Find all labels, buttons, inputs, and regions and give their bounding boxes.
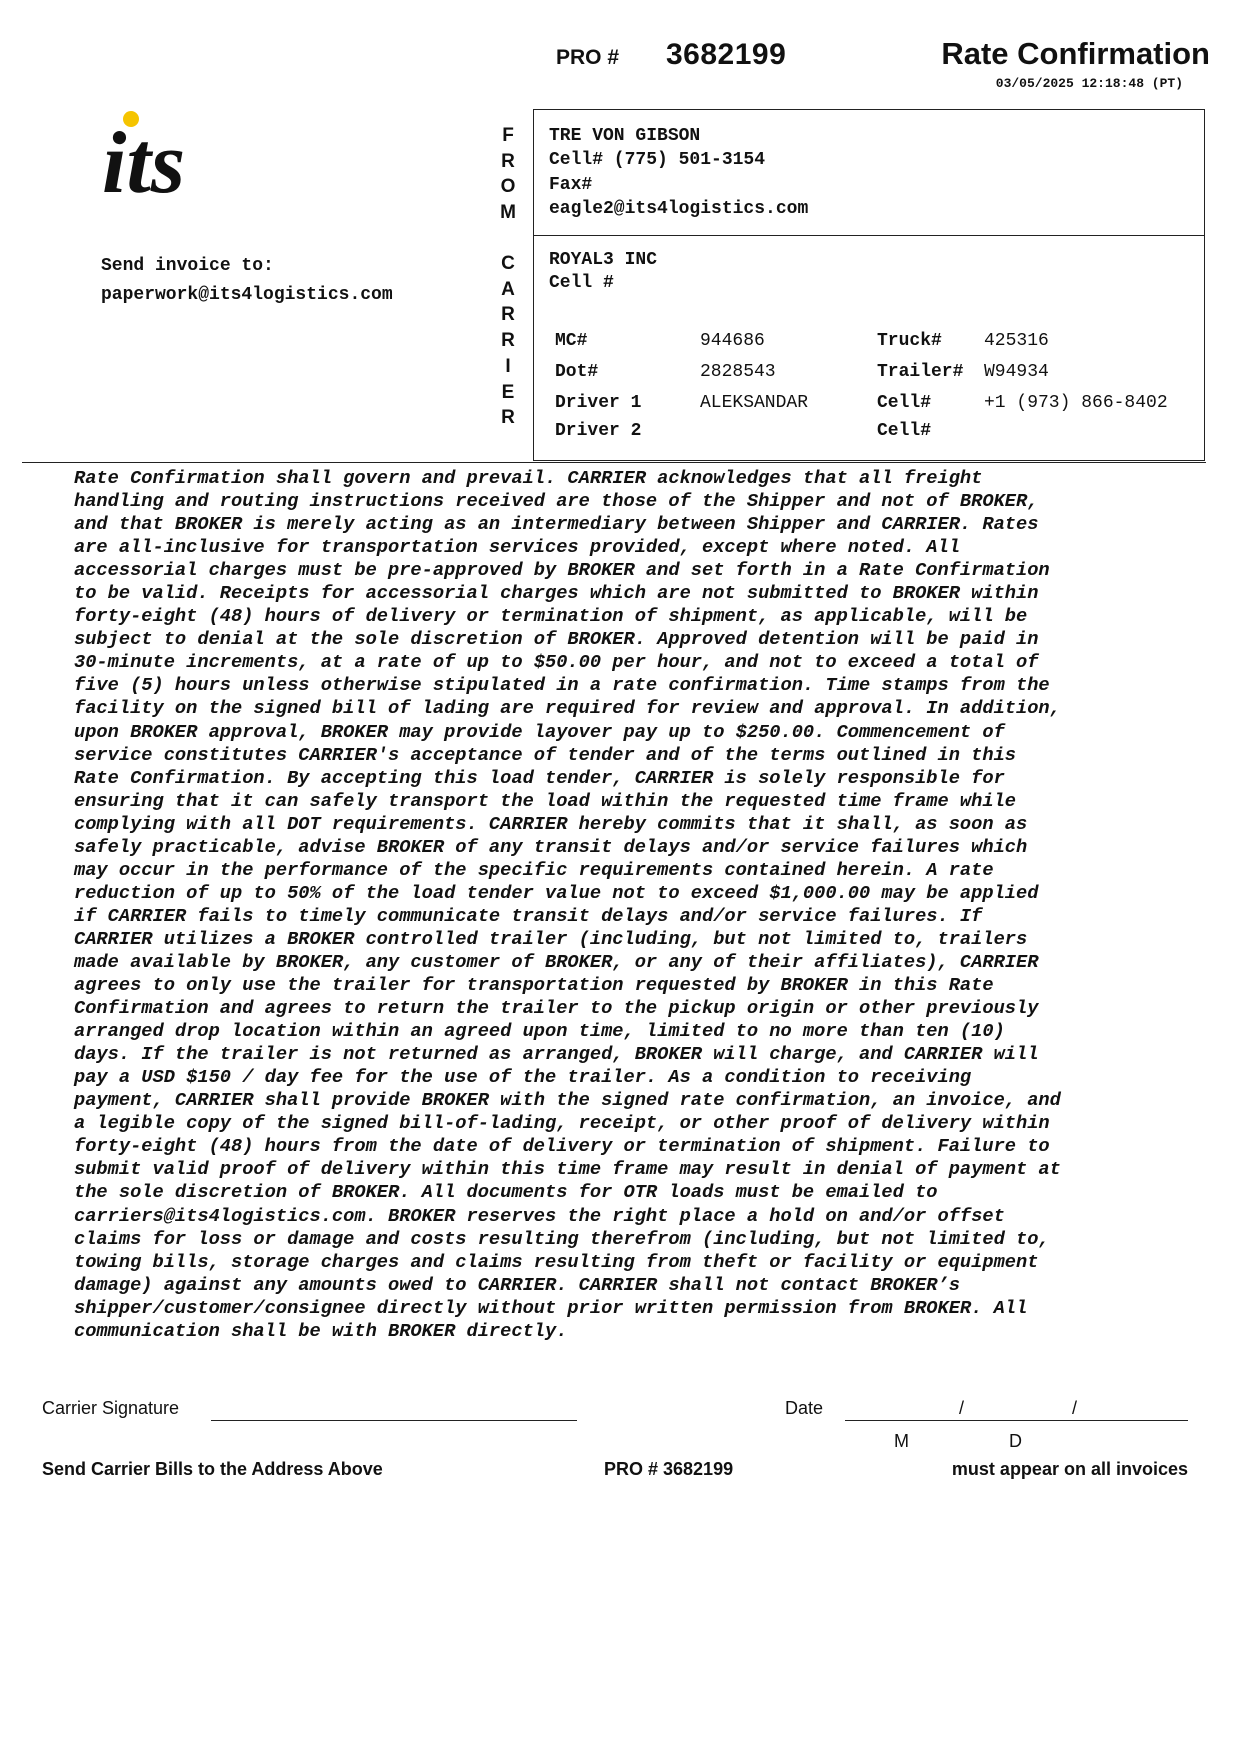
driver1-cell-label: Cell# [877,393,932,413]
header-rule [22,462,1206,463]
pro-label: PRO # [556,46,620,69]
trailer-label: Trailer# [877,362,964,382]
date-slash: / [959,1398,965,1418]
footer-pro-number: PRO # 3682199 [604,1459,734,1479]
carrier-letter: A [501,278,515,300]
from-side-label [493,123,523,226]
its-logo [100,108,235,204]
carrier-details [549,249,657,295]
from-fax: Fax# [549,174,593,195]
box-divider [533,235,1205,236]
from-letter: O [500,176,516,198]
footer-invoice-note: must appear on all invoices [951,1459,1188,1479]
driver2-cell-label: Cell# [877,421,932,441]
carrier-letter: E [501,381,515,403]
carrier-letter: R [501,330,515,352]
trailer-value: W94934 [984,362,1049,382]
from-cell: Cell# (775) 501-3154 [549,150,766,171]
driver1-value: ALEKSANDAR [700,393,809,413]
invoice-label: Send invoice to: [101,256,274,276]
carrier-cell: Cell # [549,273,614,293]
from-details [549,124,808,221]
date-label: Date [785,1398,824,1418]
signature-line[interactable] [211,1420,577,1421]
document-timestamp: 03/05/2025 12:18:48 (PT) [995,76,1183,91]
footer-bills-note: Send Carrier Bills to the Address Above [42,1459,383,1479]
date-line[interactable] [845,1420,1188,1421]
carrier-side-label [493,251,523,431]
pro-number: 3682199 [666,38,787,71]
date-month-label: M [894,1431,909,1451]
carrier-letter: R [501,304,515,326]
dot-value: 2828543 [700,362,776,382]
mc-value: 944686 [700,331,765,351]
from-letter: R [501,150,515,172]
from-email: eagle2@its4logistics.com [549,198,809,219]
carrier-name: ROYAL3 INC [549,250,658,270]
from-letter: F [502,125,514,146]
page-title: Rate Confirmation [941,36,1210,71]
dot-label: Dot# [555,362,599,382]
carrier-letter: I [505,355,511,377]
truck-label: Truck# [877,331,942,351]
truck-value: 425316 [984,331,1049,351]
driver1-label: Driver 1 [555,393,642,413]
driver2-label: Driver 2 [555,421,642,441]
from-name: TRE VON GIBSON [549,126,701,146]
date-slash: / [1072,1398,1078,1418]
terms-paragraph: Rate Confirmation shall govern and prevail. CARRIER acknowledges that all freight handling and routing instructions received are those of the Shipper and not of BROKER, and that BROKER is merely acting as an intermediary between Shipper and CARRIER. Rates are all-inclusive for transportation services provided, except where noted. All accessorial charges must be pre-approved by BROKER and set forth in a Rate Confirmation to be valid. Receipts for accessorial charges which are not submitted to BROKER within forty-eight (48) hours of delivery or termination of shipment, as applicable, will be subject to denial at the sole discretion of BROKER. Approved detention will be paid in 30-minute increments, at a rate of up to $50.00 per hour, and not to exceed a total of five (5) hours unless otherwise stipulated in a rate confirmation. Time stamps from the facility on the signed bill of lading are required for review and approval. In addition, upon BROKER approval, BROKER may provide layover pay up to $250.00. Commencement of service constitutes CARRIER's acceptance of tender and of the terms outlined in this Rate Confirmation. By accepting this load tender, CARRIER is solely responsible for ensuring that it can safely transport the load within the requested time frame while complying with all DOT requirements. CARRIER hereby commits that it shall, as soon as safely practicable, advise BROKER of any transit delays and/or service failures which may occur in the performance of the specific requirements contained herein. A rate reduction of up to 50% of the load tender value not to exceed $1,000.00 may be applied if CARRIER fails to timely communicate transit delays and/or service failures. If CARRIER utilizes a BROKER controlled trailer (including, but not limited to, trailers made available by BROKER, any customer of BROKER, or any of their affiliates), CARRIER agrees to only use the trailer for transportation requested by BROKER in this Rate Confirmation and agrees to return the trailer to the pickup origin or other previously arranged drop location within an agreed upon time, limited to no more than ten (10) days. If the trailer is not returned as arranged, BROKER will charge, and CARRIER will pay a USD $150 / day fee for the use of the trailer. As a condition to receiving payment, CARRIER shall provide BROKER with the signed rate confirmation, an invoice, and a legible copy of the signed bill-of-lading, receipt, or other proof of delivery within forty-eight (48) hours from the date of delivery or termination of shipment. Failure to submit valid proof of delivery within this time frame may result in denial of payment at the sole discretion of BROKER. All documents for OTR loads must be emailed to carriers@its4logistics.com. BROKER reserves the right place a hold on and/or offset claims for loss or damage and costs resulting therefrom (including, but not limited to, towing bills, storage charges and claims resulting from theft or facility or equipment damage) against any amounts owed to CARRIER. CARRIER shall not contact BROKER’s shipper/customer/consignee directly without prior written permission from BROKER. All communication shall be with BROKER directly. [74,467,1061,1342]
invoice-email: paperwork@its4logistics.com [101,285,393,305]
logo-text: its [102,115,186,204]
from-letter: M [500,202,516,224]
carrier-letter: C [501,253,515,274]
mc-label: MC# [555,331,588,351]
carrier-signature-label: Carrier Signature [42,1398,180,1418]
carrier-letter: R [501,407,515,429]
date-day-label: D [1009,1431,1022,1451]
driver1-cell-value: +1 (973) 866-8402 [984,393,1168,413]
